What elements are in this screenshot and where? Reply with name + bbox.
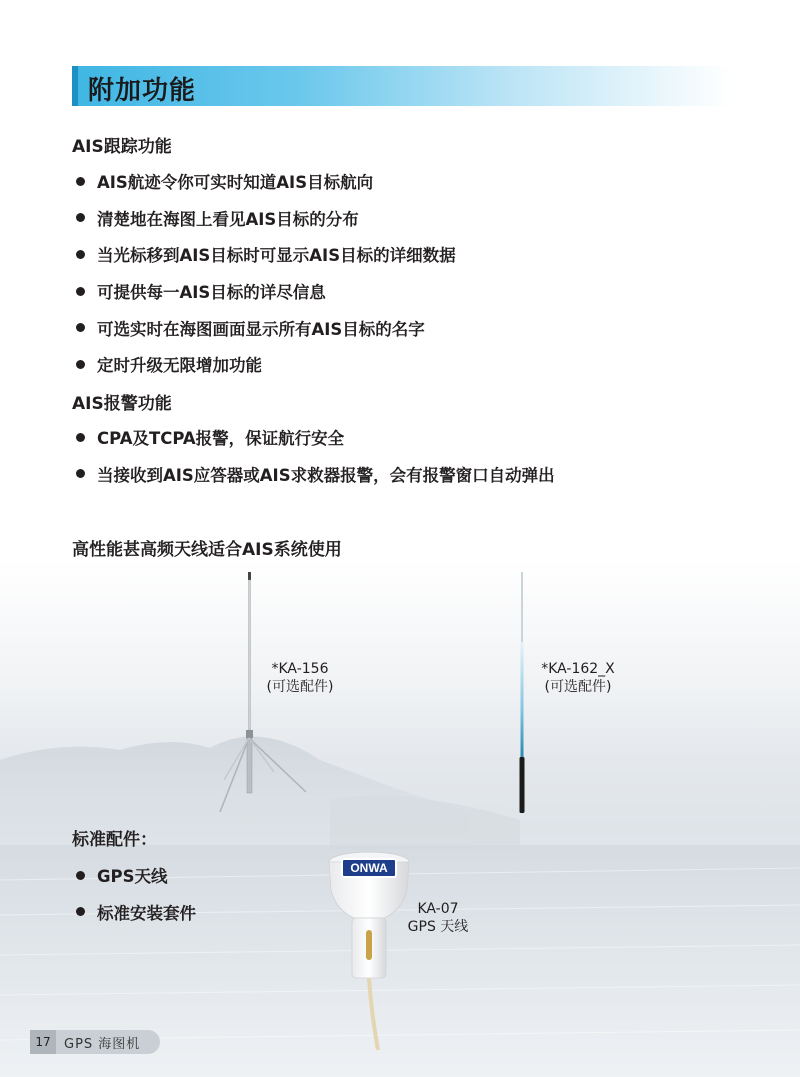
standard-accessories-list (76, 857, 196, 930)
list-item: 定时升级无限增加功能 (76, 346, 456, 383)
section-header-bar (72, 66, 732, 106)
list-item: 当光标移到AIS目标时可显示AIS目标的详细数据 (76, 236, 456, 273)
ka162-caption: *KA-162_X (可选配件) (541, 661, 615, 695)
gps-antenna-body (326, 850, 412, 1050)
antenna-heading: 高性能甚高频天线适合AIS系统使用 (72, 540, 342, 560)
ais-tracking-heading: AIS跟踪功能 (72, 137, 172, 157)
list-item: 清楚地在海图上看见AIS目标的分布 (76, 200, 456, 237)
ka162-antenna-image (512, 572, 532, 814)
page-footer (30, 1030, 160, 1054)
ais-alarm-heading: AIS报警功能 (72, 394, 172, 414)
list-item: 标准安装套件 (76, 894, 196, 931)
gps-antenna-caption: KA-07 GPS 天线 (407, 901, 469, 935)
page-number: 17 (30, 1030, 56, 1054)
list-item: 可选实时在海图画面显示所有AIS目标的名字 (76, 309, 456, 346)
footer-text: GPS 海图机 (64, 1036, 141, 1052)
list-item: AIS航迹令你可实时知道AIS目标航向 (76, 163, 456, 200)
list-item: 当接收到AIS应答器或AIS求救器报警，会有报警窗口自动弹出 (76, 456, 555, 493)
bullet-icon (76, 177, 85, 186)
gps-antenna-image (326, 850, 412, 1050)
bullet-icon (76, 469, 85, 478)
standard-accessories-heading: 标准配件： (72, 830, 157, 850)
onwa-logo: ONWA (341, 858, 397, 878)
bullet-icon (76, 287, 85, 296)
list-item: 可提供每一AIS目标的详尽信息 (76, 273, 456, 310)
bullet-icon (76, 871, 85, 880)
bullet-icon (76, 213, 85, 222)
list-item: CPA及TCPA报警，保证航行安全 (76, 419, 555, 456)
ais-alarm-list (76, 419, 555, 492)
section-title: 附加功能 (88, 76, 197, 106)
ka156-caption: *KA-156 (可选配件) (266, 661, 334, 695)
list-item: GPS天线 (76, 857, 196, 894)
bullet-icon (76, 360, 85, 369)
bullet-icon (76, 433, 85, 442)
bullet-icon (76, 323, 85, 332)
ais-tracking-list (76, 163, 456, 383)
bullet-icon (76, 250, 85, 259)
bullet-icon (76, 907, 85, 916)
